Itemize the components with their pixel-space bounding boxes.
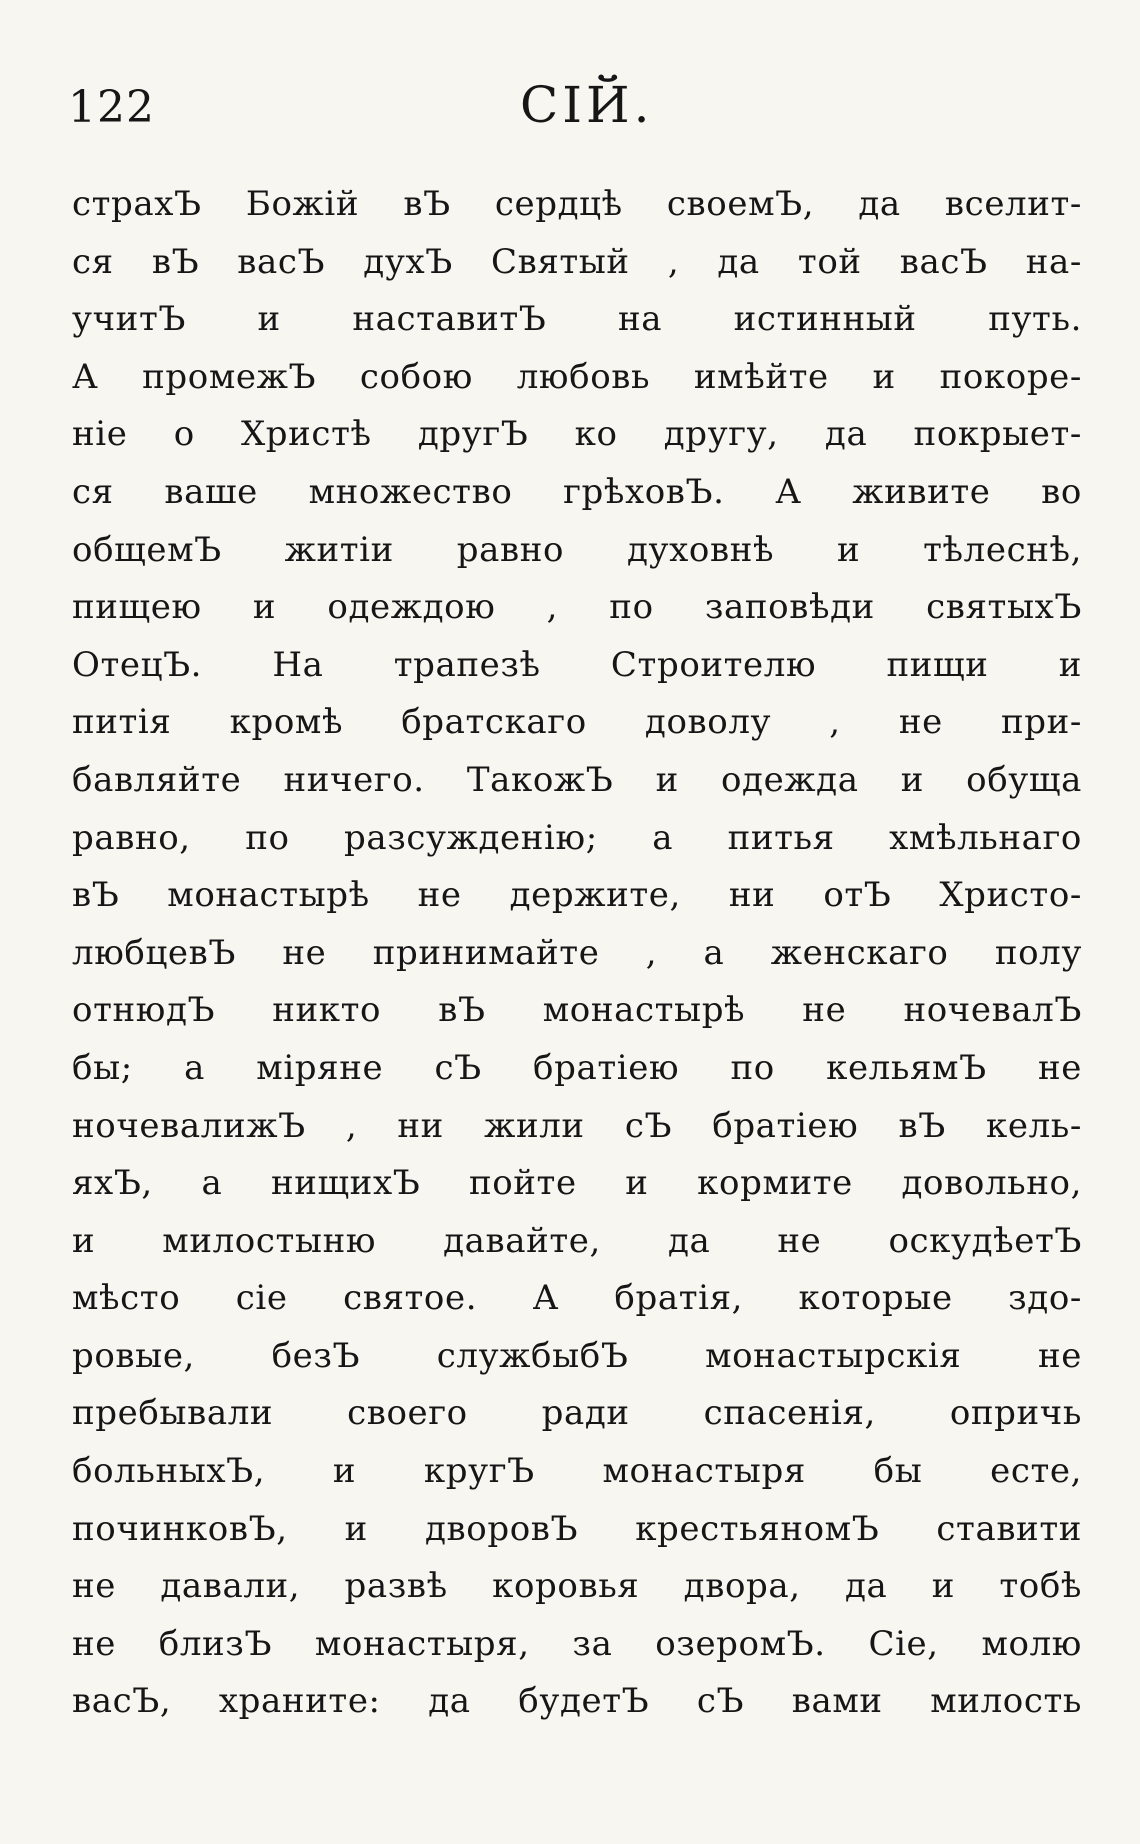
text-line: любцевЪ не принимайте , а женскаго полу: [72, 932, 1082, 973]
text-line: ночевалижЪ , ни жили сЪ братіею вЪ кель-: [72, 1105, 1082, 1146]
text-line: А промежЪ собою любовь имѣйте и покоре-: [72, 356, 1082, 397]
text-line: вЪ монастырѣ не держите, ни отЪ Христо-: [72, 875, 1082, 916]
text-line: больныхЪ, и кругЪ монастыря бы есте,: [72, 1451, 1082, 1492]
text-line: ся ваше множество грѣховЪ. А живите во: [72, 471, 1082, 512]
text-line: яхЪ, а нищихЪ пойте и кормите довольно,: [72, 1163, 1082, 1204]
text-line: ровые, безЪ службыбЪ монастырскія не: [72, 1335, 1082, 1376]
text-line: страхЪ Божій вЪ сердцѣ своемЪ, да вселит-: [72, 184, 1082, 224]
text-line: отнюдЪ никто вЪ монастырѣ не ночевалЪ: [72, 990, 1082, 1031]
text-line: и милостыню давайте, да не оскудѣетЪ: [72, 1220, 1082, 1261]
running-title: СІЙ.: [520, 76, 654, 134]
text-line: ся вЪ васЪ духЪ Святый , да той васЪ на-: [72, 241, 1082, 282]
text-line: ніе о Христѣ другЪ ко другу, да покрыет-: [72, 414, 1082, 455]
text-line: общемЪ житіи равно духовнѣ и тѣлеснѣ,: [72, 529, 1082, 570]
text-line: равно, по разсужденію; а питья хмѣльнаго: [72, 817, 1082, 858]
text-line: питія кромѣ братскаго доволу , не при-: [72, 702, 1082, 743]
text-line: васЪ, храните: да будетЪ сЪ вами милость: [72, 1681, 1082, 1722]
text-line: пребывали своего ради спасенія, опричь: [72, 1393, 1082, 1434]
body-text: [72, 176, 1082, 1731]
text-line: бы; а міряне сЪ братіею по кельямЪ не: [72, 1047, 1082, 1088]
text-line: не давали, развѣ коровья двора, да и тобѣ: [72, 1566, 1082, 1607]
page-number: 122: [68, 82, 155, 133]
text-line: бавляйте ничего. ТакожЪ и одежда и обуща: [72, 759, 1082, 800]
text-line: мѣсто сіе святое. А братія, которые здо-: [72, 1278, 1082, 1319]
text-line: починковЪ, и дворовЪ крестьяномЪ ставити: [72, 1508, 1082, 1549]
text-line: не близЪ монастыря, за озеромЪ. Сіе, молю: [72, 1623, 1082, 1664]
text-line: пищею и одеждою , по заповѣди святыхЪ: [72, 587, 1082, 628]
text-line: ОтецЪ. На трапезѣ Строителю пищи и: [72, 644, 1082, 685]
text-line: учитЪ и наставитЪ на истинный путь.: [72, 299, 1082, 340]
